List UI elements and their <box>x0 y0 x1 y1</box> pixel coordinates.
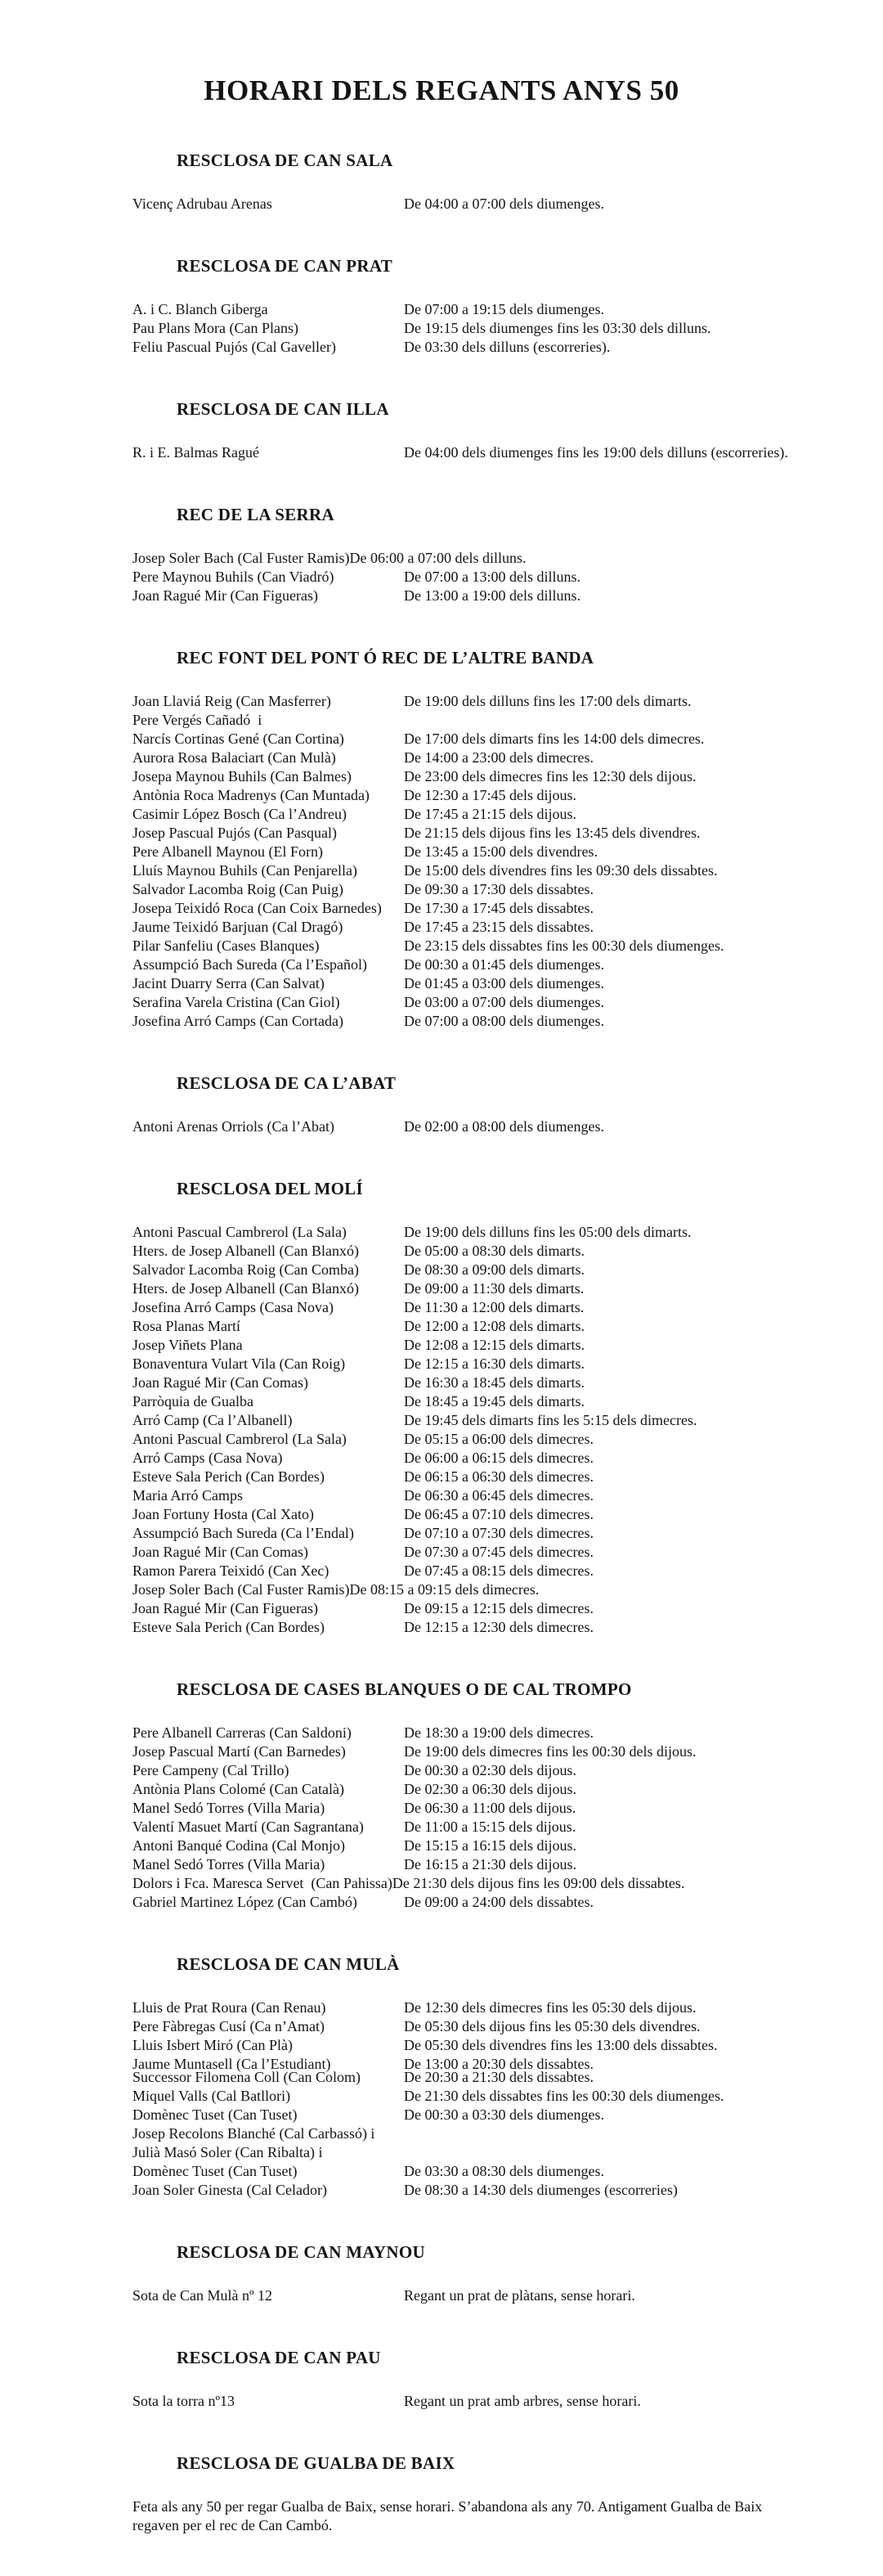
section-heading: RESCLOSA DE CASES BLANQUES O DE CAL TROMPO <box>177 1679 632 1699</box>
entry-name: Sota de Can Mulà nº 12 <box>132 2287 273 2304</box>
entry-name: Pere Vergés Cañadó i <box>132 712 262 728</box>
entry-row <box>132 2017 883 2036</box>
entry-row <box>132 2181 883 2200</box>
section-heading: REC FONT DEL PONT Ó REC DE L’ALTRE BANDA <box>177 648 594 668</box>
section-heading: RESCLOSA DE CAN SALA <box>177 151 393 170</box>
entry-name: Miquel Valls (Cal Batllori) <box>132 2088 291 2104</box>
entry-schedule: De 19:00 dels dilluns fins les 17:00 dels dimarts. <box>404 693 692 709</box>
entry-schedule: De 09:30 a 17:30 dels dissabtes. <box>404 881 594 897</box>
entry-row <box>132 1468 883 1486</box>
entry-schedule: De 21:15 dels dijous fins les 13:45 dels divendres. <box>404 825 701 841</box>
entry-name: Josep Pascual Pujós (Can Pasqual) <box>132 825 337 841</box>
entry-name: Josefina Arró Camps (Casa Nova) <box>132 1299 334 1315</box>
entry-row <box>132 1298 883 1317</box>
entry-name: Narcís Cortinas Gené (Can Cortina) <box>132 731 344 747</box>
entry-schedule: De 03:30 a 08:30 dels diumenges. <box>404 2163 604 2179</box>
entry-name: Arró Camps (Casa Nova) <box>132 1450 283 1466</box>
entry-name: Hters. de Josep Albanell (Can Blanxó) <box>132 1243 359 1259</box>
entry-schedule: De 13:00 a 20:30 dels dissabtes. <box>404 2056 594 2072</box>
entry-schedule: De 03:00 a 07:00 dels diumenges. <box>404 994 604 1010</box>
entry-name: A. i C. Blanch Giberga <box>132 301 268 317</box>
entry-name: Jacint Duarry Serra (Can Salvat) <box>132 975 325 991</box>
entry-schedule: De 05:15 a 06:00 dels dimecres. <box>404 1431 594 1447</box>
section <box>0 505 883 605</box>
section <box>0 1179 883 1637</box>
entry-row <box>132 1430 883 1449</box>
entry-row <box>132 899 883 918</box>
entry-schedule: De 08:15 a 09:15 dels dimecres. <box>349 1581 540 1598</box>
section <box>0 1073 883 1136</box>
entry-schedule: De 19:15 dels diumenges fins les 03:30 dels dilluns. <box>404 320 711 336</box>
entry-name: Maria Arró Camps <box>132 1487 243 1504</box>
entry-schedule: De 06:30 a 11:00 dels dijous. <box>404 1800 576 1816</box>
entry-schedule: De 01:45 a 03:00 dels diumenges. <box>404 975 604 991</box>
entry-name: Josep Pascual Martí (Can Barnedes) <box>132 1743 346 1760</box>
entry-name: Assumpció Bach Sureda (Ca l’Español) <box>132 956 367 973</box>
entry-schedule: De 16:30 a 18:45 dels dimarts. <box>404 1374 585 1391</box>
entry-schedule: De 12:30 dels dimecres fins les 05:30 dels dijous. <box>404 1999 697 2016</box>
section-heading: RESCLOSA DE CAN PAU <box>177 2348 381 2367</box>
entry-name: Salvador Lacomba Roig (Can Puig) <box>132 881 343 897</box>
entry-schedule: De 23:00 dels dimecres fins les 12:30 dels dijous. <box>404 768 697 784</box>
entry-schedule: De 07:00 a 19:15 dels diumenges. <box>404 301 604 317</box>
section-heading: REC DE LA SERRA <box>177 505 334 524</box>
entry-name: Salvador Lacomba Roig (Can Comba) <box>132 1261 359 1278</box>
entries-list <box>0 2392 883 2411</box>
entry-name: Josefina Arró Camps (Can Cortada) <box>132 1013 343 1029</box>
entry-name: Serafina Varela Cristina (Can Giol) <box>132 994 340 1010</box>
entry-schedule: De 00:30 a 01:45 dels diumenges. <box>404 956 604 973</box>
entry-row <box>132 1780 883 1799</box>
entry-schedule: De 07:00 a 08:00 dels diumenges. <box>404 1013 604 1029</box>
entries-list <box>0 1223 883 1637</box>
entry-row <box>132 730 883 749</box>
entry-name: Jaume Muntasell (Ca l’Estudiant) <box>132 2056 331 2072</box>
entries-list <box>0 1117 883 1136</box>
entry-row <box>132 1998 883 2017</box>
section-note: Feta als any 50 per regar Gualba de Baix, sense horari. S’abandona als any 70. Antigament Gualba de Baix regaven per el rec de Can Cambó. <box>132 2498 763 2533</box>
entry-name: Domènec Tuset (Can Tuset) <box>132 2106 298 2123</box>
entry-schedule: De 17:30 a 17:45 dels dissabtes. <box>404 900 594 916</box>
section <box>0 399 883 462</box>
entry-row <box>132 1836 883 1855</box>
entry-row <box>132 2124 883 2143</box>
section <box>0 151 883 214</box>
entry-name: Josepa Teixidó Roca (Can Coix Barnedes) <box>132 900 382 916</box>
entry-schedule: De 00:30 a 02:30 dels dijous. <box>404 1762 576 1778</box>
entry-row <box>132 692 883 711</box>
section-heading: RESCLOSA DE GUALBA DE BAIX <box>177 2453 455 2473</box>
entry-row <box>132 549 883 568</box>
entries-list <box>0 1724 883 1912</box>
entry-row <box>132 1279 883 1298</box>
section <box>0 2348 883 2411</box>
entry-schedule: De 20:30 a 21:30 dels dissabtes. <box>404 2069 594 2085</box>
entry-row <box>132 300 883 319</box>
entry-name: Esteve Sala Perich (Can Bordes) <box>132 1468 325 1485</box>
entry-row <box>132 937 883 955</box>
entry-name: Josep Recolons Blanché (Cal Carbassó) i <box>132 2125 375 2142</box>
entry-name: Josep Soler Bach (Cal Fuster Ramis) <box>132 1581 350 1598</box>
entry-row <box>132 749 883 767</box>
entry-schedule: De 16:15 a 21:30 dels dijous. <box>404 1856 576 1872</box>
entry-schedule: De 07:45 a 08:15 dels dimecres. <box>404 1562 594 1579</box>
entry-name: Gabriel Martinez López (Can Cambó) <box>132 1894 357 1910</box>
entry-name: Pere Albanell Maynou (El Forn) <box>132 843 323 860</box>
entry-name: Aurora Rosa Balaciart (Can Mulà) <box>132 749 336 766</box>
entry-name: Esteve Sala Perich (Can Bordes) <box>132 1619 325 1635</box>
entry-name: Pilar Sanfeliu (Cases Blanques) <box>132 937 320 954</box>
entry-name: Lluis de Prat Roura (Can Renau) <box>132 1999 326 2016</box>
entry-row <box>132 338 883 357</box>
entry-row <box>132 1373 883 1392</box>
entry-schedule: De 12:00 a 12:08 dels dimarts. <box>404 1318 585 1334</box>
entry-name: Assumpció Bach Sureda (Ca l’Endal) <box>132 1525 354 1541</box>
entry-row <box>132 2286 883 2305</box>
entry-row <box>132 2143 883 2162</box>
entry-schedule: De 06:15 a 06:30 dels dimecres. <box>404 1468 594 1485</box>
entry-row <box>132 587 883 605</box>
entry-row <box>132 2036 883 2055</box>
entry-name: Dolors i Fca. Maresca Servet (Can Pahissa) <box>132 1875 392 1891</box>
entry-row <box>132 195 883 214</box>
entry-name: Joan Ragué Mir (Can Comas) <box>132 1544 308 1560</box>
entry-name: Joan Soler Ginesta (Cal Celador) <box>132 2182 327 2198</box>
entry-row <box>132 1855 883 1874</box>
entry-row <box>132 2106 883 2124</box>
entry-row <box>132 861 883 880</box>
entry-name: Pere Maynou Buhils (Can Viadró) <box>132 569 334 585</box>
entry-row <box>132 1012 883 1031</box>
section <box>0 256 883 357</box>
entry-schedule: De 21:30 dels dissabtes fins les 00:30 dels diumenges. <box>404 2088 724 2104</box>
entry-row <box>132 2162 883 2181</box>
entry-row <box>132 880 883 899</box>
entry-schedule: De 02:00 a 08:00 dels diumenges. <box>404 1118 604 1135</box>
entry-schedule: De 15:15 a 16:15 dels dijous. <box>404 1837 576 1854</box>
entry-row <box>132 767 883 786</box>
entry-schedule: De 09:00 a 24:00 dels dissabtes. <box>404 1894 594 1910</box>
entry-row <box>132 1505 883 1524</box>
entry-schedule: De 18:30 a 19:00 dels dimecres. <box>404 1724 594 1741</box>
entry-name: Domènec Tuset (Can Tuset) <box>132 2163 298 2179</box>
entry-row <box>132 786 883 805</box>
entry-name: Antoni Banqué Codina (Cal Monjo) <box>132 1837 345 1854</box>
entry-row <box>132 1317 883 1336</box>
entry-schedule: De 12:15 a 12:30 dels dimecres. <box>404 1619 594 1635</box>
entry-schedule: De 11:30 a 12:00 dels dimarts. <box>404 1299 585 1315</box>
entry-schedule: De 09:00 a 11:30 dels dimarts. <box>404 1280 585 1297</box>
entry-schedule: De 13:45 a 15:00 dels divendres. <box>404 843 598 860</box>
entry-schedule: De 17:00 dels dimarts fins les 14:00 dels dimecres. <box>404 731 705 747</box>
entry-row <box>132 974 883 993</box>
entry-name: Vicenç Adrubau Arenas <box>132 196 272 212</box>
entry-name: Joan Ragué Mir (Can Comas) <box>132 1374 308 1391</box>
entry-schedule: De 15:00 dels divendres fins les 09:30 dels dissabtes. <box>404 862 718 879</box>
entry-name: Successor Filomena Coll (Can Colom) <box>132 2069 361 2085</box>
entry-schedule: De 19:00 dels dilluns fins les 05:00 dels dimarts. <box>404 1224 692 1240</box>
entry-name: Lluís Maynou Buhils (Can Penjarella) <box>132 862 357 879</box>
entry-row <box>132 1411 883 1430</box>
entry-schedule: De 06:45 a 07:10 dels dimecres. <box>404 1506 594 1522</box>
entry-row <box>132 993 883 1012</box>
entry-schedule: De 03:30 dels dilluns (escorreries). <box>404 339 611 355</box>
entry-name: Sota la torra nº13 <box>132 2393 235 2409</box>
entry-schedule: De 05:30 dels dijous fins les 05:30 dels divendres. <box>404 2018 701 2034</box>
entry-row <box>132 824 883 843</box>
entry-name: Josep Viñets Plana <box>132 1337 243 1353</box>
entries-list <box>0 692 883 1031</box>
entry-name: Rosa Planas Martí <box>132 1318 240 1334</box>
document-title: HORARI DELS REGANTS ANYS 50 <box>204 74 679 106</box>
entry-row <box>132 1449 883 1468</box>
entry-row <box>132 1799 883 1818</box>
entry-row <box>132 443 883 462</box>
entry-row <box>132 843 883 861</box>
entries-list <box>0 1998 883 2200</box>
entry-schedule: De 02:30 a 06:30 dels dijous. <box>404 1781 576 1797</box>
entry-name: Manel Sedó Torres (Villa Maria) <box>132 1800 325 1816</box>
entries-list <box>0 443 883 462</box>
entry-schedule: De 06:30 a 06:45 dels dimecres. <box>404 1487 594 1504</box>
entry-schedule: De 13:00 a 19:00 dels dilluns. <box>404 587 580 604</box>
entry-schedule: De 18:45 a 19:45 dels dimarts. <box>404 1393 585 1409</box>
entry-row <box>132 1543 883 1562</box>
section <box>0 2242 883 2305</box>
entry-row <box>132 1486 883 1505</box>
entry-name: Bonaventura Vulart Vila (Can Roig) <box>132 1355 346 1372</box>
entry-row <box>132 1893 883 1912</box>
entry-row <box>132 1580 883 1599</box>
entry-name: R. i E. Balmas Ragué <box>132 444 259 461</box>
entry-name: Parròquia de Gualba <box>132 1393 253 1409</box>
entry-schedule: De 14:00 a 23:00 dels dimecres. <box>404 749 594 766</box>
entry-schedule: De 12:30 a 17:45 dels dijous. <box>404 787 576 803</box>
entry-name: Feliu Pascual Pujós (Cal Gaveller) <box>132 339 336 355</box>
entry-schedule: De 17:45 a 23:15 dels dissabtes. <box>404 919 594 935</box>
entry-row <box>132 1242 883 1261</box>
entries-list <box>0 300 883 357</box>
entry-row <box>132 1355 883 1373</box>
entry-schedule: Regant un prat amb arbres, sense horari. <box>404 2393 641 2409</box>
entry-row <box>132 805 883 824</box>
entry-name: Joan Llaviá Reig (Can Masferrer) <box>132 693 331 709</box>
entries-list <box>0 549 883 605</box>
entry-row <box>132 2392 883 2411</box>
entry-schedule: De 19:00 dels dimecres fins les 00:30 dels dijous. <box>404 1743 697 1760</box>
entry-schedule: De 07:00 a 13:00 dels dilluns. <box>404 569 580 585</box>
entry-schedule: De 21:30 dels dijous fins les 09:00 dels dissabtes. <box>392 1875 685 1891</box>
entry-row <box>132 1599 883 1618</box>
entry-row <box>132 2068 883 2087</box>
entry-schedule: De 07:30 a 07:45 dels dimecres. <box>404 1544 594 1560</box>
entry-row <box>132 1336 883 1355</box>
section-heading: RESCLOSA DE CAN PRAT <box>177 256 393 276</box>
entry-schedule: De 12:15 a 16:30 dels dimarts. <box>404 1355 585 1372</box>
section <box>0 2453 883 2535</box>
entry-schedule: De 09:15 a 12:15 dels dimecres. <box>404 1600 594 1616</box>
entry-row <box>132 1818 883 1836</box>
section <box>0 1954 883 2200</box>
entry-schedule: De 05:00 a 08:30 dels dimarts. <box>404 1243 585 1259</box>
section <box>0 648 883 1031</box>
entry-name: Josep Soler Bach (Cal Fuster Ramis) <box>132 550 350 566</box>
entry-name: Josepa Maynou Buhils (Can Balmes) <box>132 768 352 784</box>
entry-row <box>132 319 883 338</box>
entry-name: Manel Sedó Torres (Villa Maria) <box>132 1856 325 1872</box>
section-heading: RESCLOSA DE CAN MAYNOU <box>177 2242 425 2262</box>
entry-schedule: De 05:30 dels divendres fins les 13:00 dels dissabtes. <box>404 2037 718 2053</box>
entry-name: Ramon Parera Teixidó (Can Xec) <box>132 1562 329 1579</box>
entry-name: Pere Fàbregas Cusí (Ca n’Amat) <box>132 2018 325 2034</box>
entry-row <box>132 955 883 974</box>
entry-row <box>132 1261 883 1279</box>
entry-name: Joan Fortuny Hosta (Cal Xato) <box>132 1506 314 1522</box>
entry-row <box>132 1618 883 1637</box>
entry-schedule: De 12:08 a 12:15 dels dimarts. <box>404 1337 585 1353</box>
entry-row <box>132 1524 883 1543</box>
section-heading: RESCLOSA DEL MOLÍ <box>177 1179 363 1198</box>
entry-name: Hters. de Josep Albanell (Can Blanxó) <box>132 1280 359 1297</box>
entry-row <box>132 1392 883 1411</box>
entry-schedule: De 23:15 dels dissabtes fins les 00:30 dels diumenges. <box>404 937 724 954</box>
entry-schedule: De 04:00 a 07:00 dels diumenges. <box>404 196 604 212</box>
entry-schedule: Regant un prat de plàtans, sense horari. <box>404 2287 635 2304</box>
entry-row <box>132 1117 883 1136</box>
entry-row <box>132 1742 883 1761</box>
entry-row <box>132 1223 883 1242</box>
entry-schedule: De 08:30 a 14:30 dels diumenges (escorreries) <box>404 2182 678 2198</box>
entry-name: Antoni Pascual Cambrerol (La Sala) <box>132 1224 347 1240</box>
entry-schedule: De 11:00 a 15:15 dels dijous. <box>404 1818 576 1835</box>
entry-name: Pau Plans Mora (Can Plans) <box>132 320 298 336</box>
entry-schedule: De 06:00 a 06:15 dels dimecres. <box>404 1450 594 1466</box>
entry-name: Pere Albanell Carreras (Can Saldoni) <box>132 1724 352 1741</box>
entry-name: Joan Ragué Mir (Can Figueras) <box>132 1600 318 1616</box>
section-heading: RESCLOSA DE CAN ILLA <box>177 399 389 419</box>
entry-schedule: De 04:00 dels diumenges fins les 19:00 dels dilluns (escorreries). <box>404 444 788 461</box>
entry-row <box>132 2087 883 2106</box>
entries-list <box>0 2286 883 2305</box>
entry-schedule: De 17:45 a 21:15 dels dijous. <box>404 806 576 822</box>
entry-name: Antònia Roca Madrenys (Can Muntada) <box>132 787 370 803</box>
entry-name: Antoni Arenas Orriols (Ca l’Abat) <box>132 1118 334 1135</box>
entry-name: Pere Campeny (Cal Trillo) <box>132 1762 289 1778</box>
entry-schedule: De 06:00 a 07:00 dels dilluns. <box>349 550 527 566</box>
entry-name: Julià Masó Soler (Can Ribalta) i <box>132 2144 323 2160</box>
entry-name: Arró Camp (Ca l’Albanell) <box>132 1412 293 1428</box>
entry-name: Jaume Teixidó Barjuan (Cal Dragó) <box>132 919 343 935</box>
section-heading: RESCLOSA DE CAN MULÀ <box>177 1954 400 1974</box>
entry-row <box>132 1562 883 1580</box>
entry-row <box>132 1724 883 1742</box>
sections-container <box>0 151 883 2535</box>
entry-row <box>132 568 883 587</box>
entry-schedule: De 00:30 a 03:30 dels diumenges. <box>404 2106 604 2123</box>
entry-name: Antònia Plans Colomé (Can Català) <box>132 1781 344 1797</box>
entry-schedule: De 07:10 a 07:30 dels dimecres. <box>404 1525 594 1541</box>
entry-name: Joan Ragué Mir (Can Figueras) <box>132 587 318 604</box>
section <box>0 1679 883 1912</box>
entry-row <box>132 918 883 937</box>
entry-name: Valentí Masuet Martí (Can Sagrantana) <box>132 1818 364 1835</box>
entry-name: Casimir López Bosch (Ca l’Andreu) <box>132 806 347 822</box>
entries-list <box>0 195 883 214</box>
entry-row <box>132 1761 883 1780</box>
entry-row <box>132 1874 883 1893</box>
entry-name: Lluis Isbert Miró (Can Plà) <box>132 2037 293 2053</box>
entry-row <box>132 711 883 730</box>
entry-schedule: De 08:30 a 09:00 dels dimarts. <box>404 1261 585 1278</box>
section-heading: RESCLOSA DE CA L’ABAT <box>177 1073 397 1093</box>
entry-name: Antoni Pascual Cambrerol (La Sala) <box>132 1431 347 1447</box>
entry-schedule: De 19:45 dels dimarts fins les 5:15 dels dimecres. <box>404 1412 697 1428</box>
